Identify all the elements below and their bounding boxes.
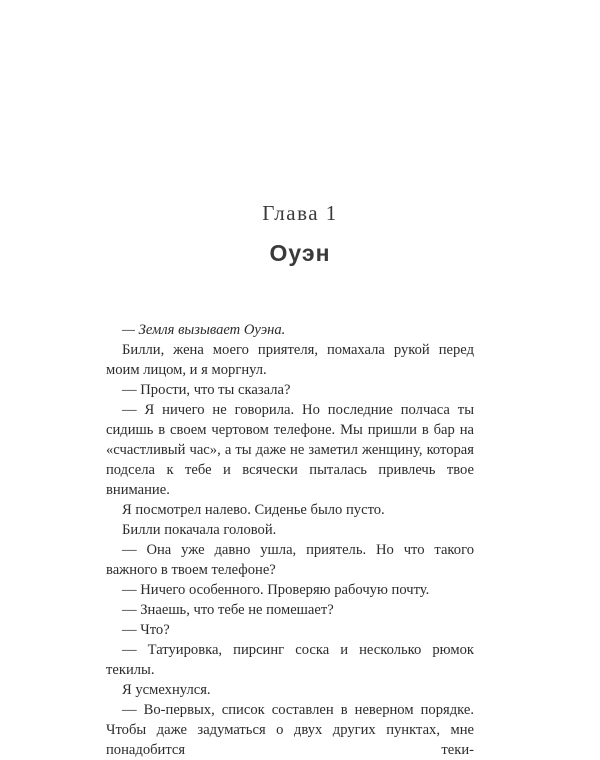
paragraph: — Что? [122,622,170,638]
paragraph: Билли покачала головой. [122,522,277,538]
chapter-body [106,320,474,760]
paragraph: Я усмехнулся. [122,682,211,698]
paragraph: — Я ничего не говорила. Но последние полчаса ты сидишь в своем чертовом телефоне. Мы пришли в бар на «счастливый час», а ты даже не заметил женщину, которая подсела к тебе и всячески пыталась привлечь твое внимание. [106,402,474,498]
paragraph: — Татуировка, пирсинг соска и несколько рюмок текилы. [106,642,474,678]
chapter-number: Глава 1 [262,201,338,225]
paragraph: — Ничего особенного. Проверяю рабочую почту. [122,582,430,598]
paragraph: Билли, жена моего приятеля, помахала рукой перед моим лицом, и я моргнул. [106,342,474,378]
paragraph: Я посмотрел налево. Сиденье было пусто. [122,502,385,518]
paragraph: — Прости, что ты сказала? [122,382,291,398]
paragraph: — Она уже давно ушла, приятель. Но что такого важного в твоем телефоне? [106,542,474,578]
paragraph: — Земля вызывает Оуэна. [122,322,286,338]
chapter-title: Оуэн [269,240,331,266]
paragraph: — Знаешь, что тебе не помешает? [122,602,334,618]
paragraph: — Во-первых, список составлен в неверном порядке. Чтобы даже задуматься о двух других пунктах, мне понадобится теки- [106,702,474,758]
